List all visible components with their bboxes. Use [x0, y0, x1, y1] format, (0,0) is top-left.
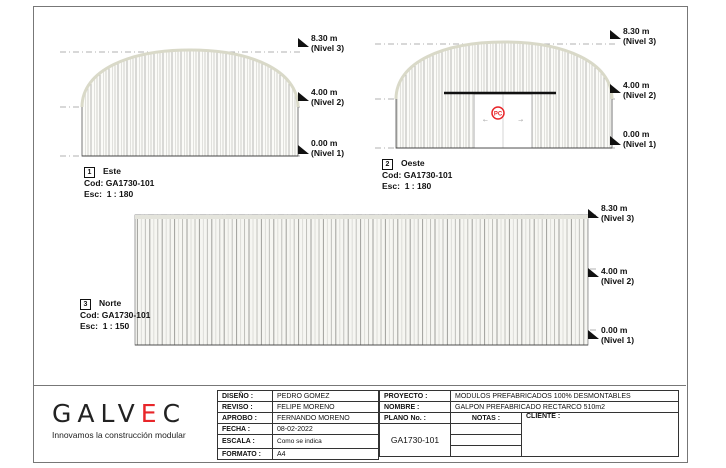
- cliente-label: CLIENTE :: [522, 413, 679, 457]
- norte-level-2: 4.00 m (Nivel 2): [601, 266, 635, 286]
- view-title-oeste: 2 Oeste Cod: GA1730-101 Esc: 1 : 180: [382, 158, 453, 191]
- aprobo-value: FERNANDO MORENO: [273, 413, 379, 424]
- notas-row-2: [451, 435, 522, 446]
- este-level-3: 8.30 m (Nivel 3): [311, 33, 345, 53]
- oeste-level-3: 8.30 m (Nivel 3): [623, 26, 657, 46]
- view-title-este: 1 Este Cod: GA1730-101 Esc: 1 : 180: [84, 166, 155, 199]
- logo-tagline: Innovamos la construcción modular: [52, 430, 186, 440]
- norte-elevation: [135, 215, 598, 345]
- reviso-label: REVISO :: [218, 402, 273, 413]
- view-title-norte: 3 Norte Cod: GA1730-101 Esc: 1 : 150: [80, 298, 151, 331]
- este-level-2: 4.00 m (Nivel 2): [311, 87, 345, 107]
- escala-label: ESCALA :: [218, 435, 273, 449]
- oeste-level-2: 4.00 m (Nivel 2): [623, 80, 657, 100]
- svg-text:→: →: [518, 117, 524, 124]
- fecha-label: FECHA :: [218, 424, 273, 435]
- door-label: PC: [493, 111, 503, 118]
- reviso-value: FELIPE MORENO: [273, 402, 379, 413]
- titleblock-project: [379, 390, 679, 457]
- diseno-label: DISEÑO :: [218, 391, 273, 402]
- plano-label: PLANO No. :: [380, 413, 451, 424]
- diseno-value: PEDRO GOMEZ: [273, 391, 379, 402]
- norte-level-3: 8.30 m (Nivel 3): [601, 203, 635, 223]
- notas-row-3: [451, 446, 522, 457]
- svg-text:←: ←: [483, 117, 489, 124]
- galvec-logo: [52, 400, 186, 440]
- oeste-elevation: [375, 42, 615, 148]
- nombre-label: NOMBRE :: [380, 402, 451, 413]
- este-elevation: [60, 50, 300, 156]
- nombre-value: GALPON PREFABRICADO RECTARCO 510m2: [451, 402, 679, 413]
- norte-level-1: 0.00 m (Nivel 1): [601, 325, 635, 345]
- proyecto-label: PROYECTO :: [380, 391, 451, 402]
- notas-row-1: [451, 424, 522, 435]
- oeste-level-1: 0.00 m (Nivel 1): [623, 129, 657, 149]
- aprobo-label: APROBO :: [218, 413, 273, 424]
- titleblock-authors: [217, 390, 379, 460]
- formato-value: A4: [273, 449, 379, 460]
- plano-value: GA1730-101: [380, 424, 451, 457]
- proyecto-value: MODULOS PREFABRICADOS 100% DESMONTABLES: [451, 391, 679, 402]
- escala-value: Como se indica: [273, 435, 379, 449]
- logo-wordmark: GALVEC: [52, 399, 187, 428]
- fecha-value: 08-02-2022: [273, 424, 379, 435]
- notas-label: NOTAS :: [451, 413, 522, 424]
- formato-label: FORMATO :: [218, 449, 273, 460]
- este-level-1: 0.00 m (Nivel 1): [311, 138, 345, 158]
